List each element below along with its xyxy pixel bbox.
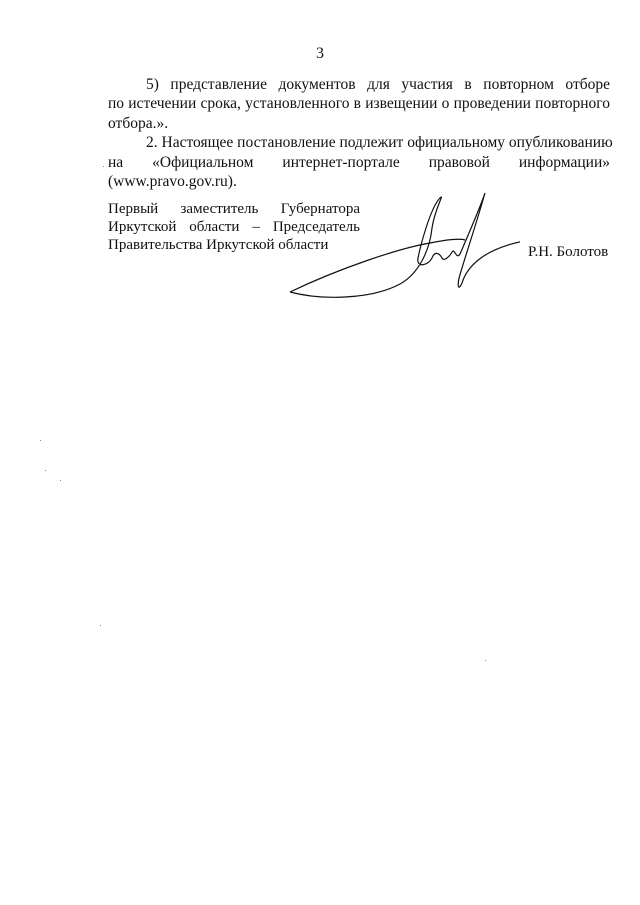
position-line-2: Иркутской области – Председатель — [108, 219, 360, 235]
page-number: 3 — [316, 45, 324, 62]
scan-speck — [60, 480, 61, 481]
paragraph-2-line-1: 2. Настоящее постановление подлежит официальному опубликованию — [146, 134, 613, 152]
scan-speck — [40, 440, 41, 441]
signer-name: Р.Н. Болотов — [528, 244, 609, 260]
paragraph-2-line-3: (www.pravo.gov.ru). — [108, 173, 237, 191]
position-line-3: Правительства Иркутской области — [108, 237, 329, 253]
handwritten-signature — [280, 188, 520, 308]
paragraph-1-line-3: отбора.». — [108, 114, 169, 132]
position-line-1: Первый заместитель Губернатора — [108, 201, 360, 217]
document-body — [108, 75, 613, 191]
scan-speck — [45, 470, 46, 471]
scan-speck — [485, 660, 486, 661]
paragraph-1-line-1: 5) представление документов для участия в повторном отборе — [146, 76, 610, 93]
scan-speck — [100, 625, 101, 626]
paragraph-1-line-2: по истечении срока, установленного в извещении о проведении повторного — [108, 95, 610, 113]
scan-speck — [103, 166, 104, 167]
paragraph-2-line-2: на «Официальном интернет-портале правовой информации» — [108, 153, 610, 171]
